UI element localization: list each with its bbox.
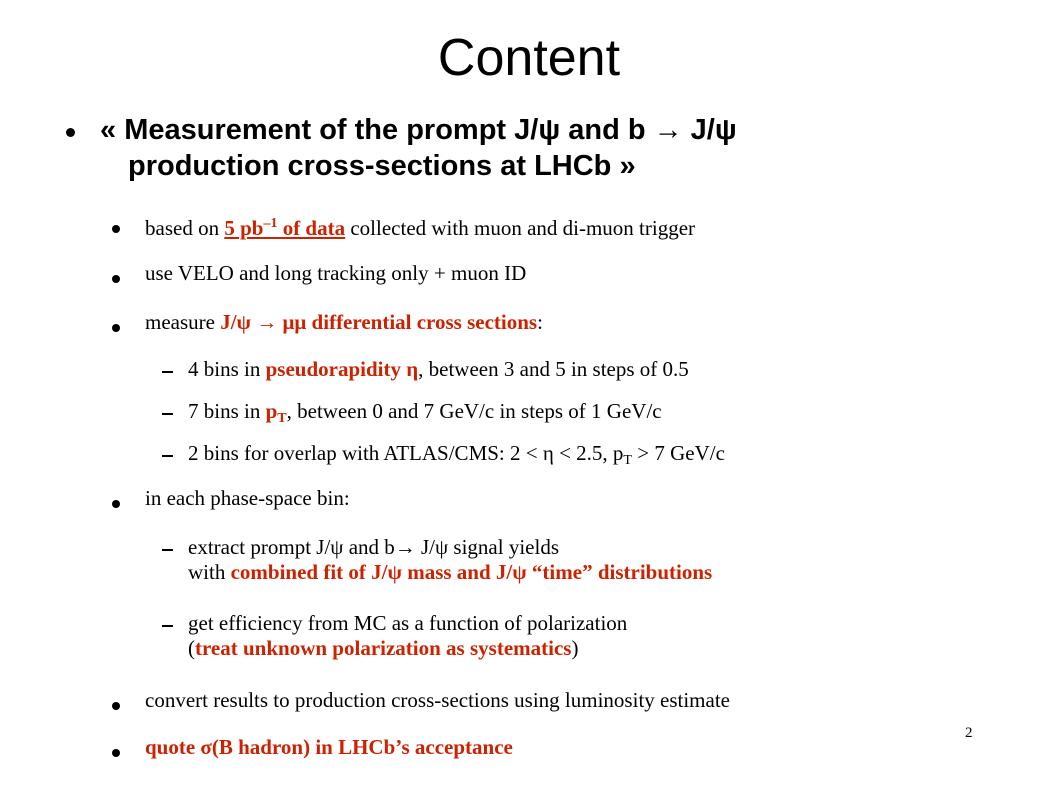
text: 2 bins for overlap with ATLAS/CMS: 2 < η < 2.5, p (188, 441, 624, 465)
highlight-cross-sections: J/ψ → μμ differential cross sections (220, 310, 538, 334)
highlight-polarization: treat unknown polarization as systematics (195, 636, 572, 660)
text: extract prompt J/ψ and b→ J/ψ signal yields (188, 535, 559, 559)
text: get efficiency from MC as a function of polarization (188, 611, 628, 635)
close-quote: » (619, 150, 636, 182)
bullet-tracking: use VELO and long tracking only + muon ID (145, 261, 527, 285)
page-number: 2 (965, 725, 973, 741)
main-heading (100, 112, 1000, 184)
bullet-dot-icon (66, 128, 75, 137)
text: with (188, 560, 231, 584)
heading-line-2: production cross-sections at LHCb (128, 150, 612, 182)
text: collected with muon and di-muon trigger (345, 216, 696, 240)
text: : (537, 310, 543, 334)
dash-icon (162, 549, 173, 551)
subscript: T (277, 411, 287, 426)
dash-icon (162, 625, 173, 627)
bullet-dot-icon (112, 324, 120, 332)
bullet-quote-sigma: quote σ(B hadron) in LHCb’s acceptance (145, 735, 513, 759)
text: of data (277, 216, 346, 240)
dash-icon (162, 371, 173, 373)
bullet-dot-icon (112, 225, 120, 233)
text: ) (571, 636, 579, 660)
bullet-measure (145, 310, 543, 335)
highlight-pt (265, 399, 287, 426)
text: , between 3 and 5 in steps of 0.5 (418, 357, 689, 381)
dash-icon (162, 455, 173, 457)
slide-title: Content (437, 29, 621, 87)
dash-icon (162, 413, 173, 415)
highlight-combined-fit: combined fit of J/ψ mass and J/ψ “time” distributions (230, 560, 713, 584)
text: 4 bins in (188, 357, 266, 381)
subbullet-overlap-bins (188, 441, 725, 473)
subbullet-extract-yields (188, 535, 712, 585)
text: p (265, 399, 278, 423)
subbullet-eta-bins (188, 357, 689, 382)
bullet-dot-icon (112, 749, 120, 757)
bullet-dot-icon (112, 702, 120, 710)
subbullet-pt-bins (188, 399, 662, 431)
open-quote: « (100, 114, 117, 146)
bullet-phase-space: in each phase-space bin: (145, 486, 350, 510)
bullet-dot-icon (112, 275, 120, 283)
highlight-data-amount (224, 216, 345, 240)
bullet-data-sample (145, 211, 695, 241)
text: , between 0 and 7 GeV/c in steps of 1 GeV/c (286, 399, 662, 423)
text: > 7 GeV/c (631, 441, 725, 465)
highlight-pseudorapidity: pseudorapidity η (265, 357, 419, 381)
bullet-dot-icon (112, 500, 120, 508)
subscript: T (623, 453, 632, 468)
bullet-convert: convert results to production cross-sections using luminosity estimate (145, 688, 730, 712)
superscript: –1 (263, 216, 278, 231)
text: 7 bins in (188, 399, 266, 423)
text: ( (188, 636, 195, 660)
text: 5 pb (224, 216, 264, 240)
text: measure (145, 310, 221, 334)
heading-line-1: Measurement of the prompt J/ψ and b → J/ψ (124, 114, 737, 146)
subbullet-efficiency (188, 611, 627, 661)
text: based on (145, 216, 225, 240)
